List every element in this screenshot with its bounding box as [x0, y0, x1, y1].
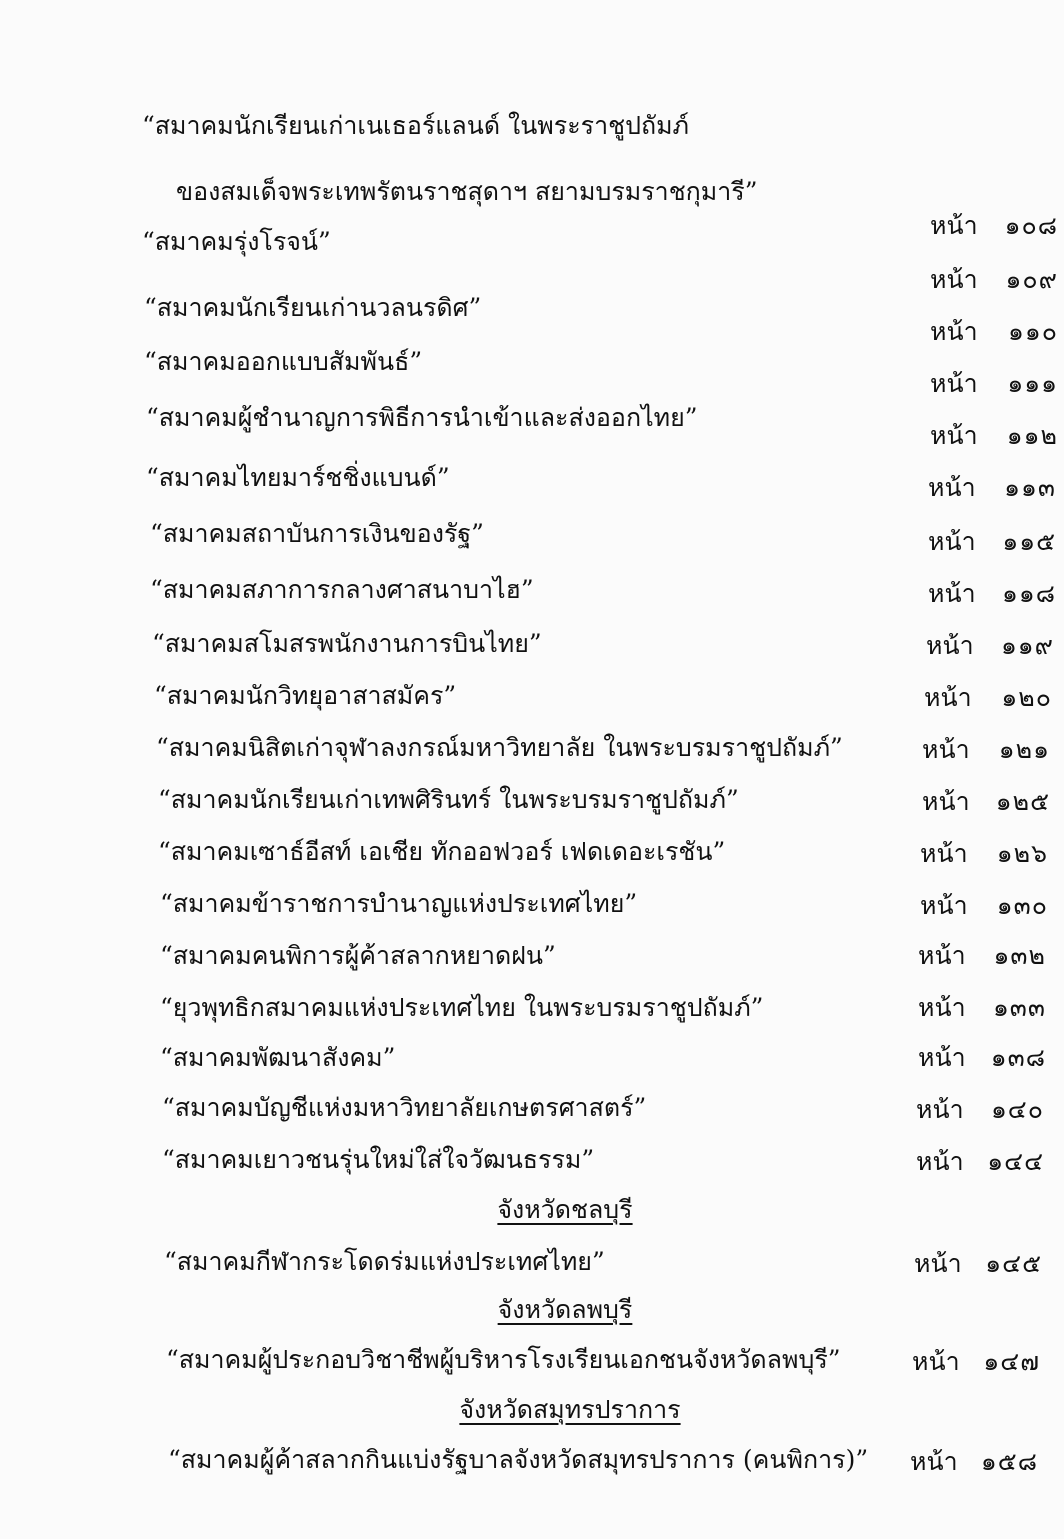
- province-heading-text: จังหวัดชลบุรี: [497, 1195, 633, 1224]
- page-number: ๑๑๒: [1006, 421, 1058, 450]
- entry-title: “สมาคมบัญชีแห่งมหาวิทยาลัยเกษตรศาสตร์”: [162, 1093, 647, 1122]
- entry-title: “สมาคมผู้ประกอบวิชาชีพผู้บริหารโรงเรียนเอกชนจังหวัดลพบุรี”: [166, 1345, 841, 1374]
- page-number: ๑๑๓: [1004, 473, 1056, 502]
- page-number: ๑๒๕: [995, 787, 1050, 816]
- entry-title: ของสมเด็จพระเทพรัตนราชสุดาฯ สยามบรมราชกุมารี”: [176, 177, 758, 206]
- toc-entry-title: [150, 512, 484, 556]
- page-number: ๑๔๕: [985, 1249, 1042, 1278]
- page-reference: [928, 520, 1056, 564]
- page-number: ๑๒๑: [998, 735, 1050, 764]
- page-reference: [930, 204, 1058, 248]
- toc-entry-title: [142, 220, 331, 264]
- page-label: หน้า: [922, 735, 970, 764]
- entry-title: “สมาคมนักเรียนเก่านวลนรดิศ”: [144, 293, 482, 322]
- page-reference: [918, 1036, 1046, 1080]
- page-label: หน้า: [928, 579, 976, 608]
- page-reference: [920, 832, 1048, 876]
- page-reference: [920, 884, 1048, 928]
- entry-title: “สมาคมสถาบันการเงินของรัฐ”: [150, 519, 484, 548]
- page-reference: [922, 780, 1050, 824]
- entry-title: “สมาคมกีฬากระโดดร่มแห่งประเทศไทย”: [164, 1247, 605, 1276]
- entry-title: “สมาคมข้าราชการบำนาญแห่งประเทศไทย”: [160, 889, 638, 918]
- province-heading: [460, 1188, 670, 1232]
- toc-entry-title: [156, 726, 843, 770]
- toc-entry-title: [162, 1086, 646, 1130]
- entry-title: “สมาคมนักเรียนเก่าเนเธอร์แลนด์ ในพระราชูปถัมภ์: [142, 111, 690, 140]
- page-label: หน้า: [924, 683, 972, 712]
- entry-title: “สมาคมนิสิตเก่าจุฬาลงกรณ์มหาวิทยาลัย ในพระบรมราชูปถัมภ์”: [156, 733, 843, 762]
- page-number: ๑๒๐: [1001, 683, 1052, 712]
- toc-entry-title: [144, 286, 481, 330]
- page-label: หน้า: [912, 1347, 960, 1376]
- page-number: ๑๐๘: [1004, 211, 1058, 240]
- province-heading-text: จังหวัดลพบุรี: [497, 1295, 633, 1324]
- entry-title: “สมาคมเซาธ์อีสท์ เอเชีย ทักออฟวอร์ เฟดเดอะเรชัน”: [158, 837, 726, 866]
- page-label: หน้า: [930, 369, 978, 398]
- page-label: หน้า: [914, 1249, 962, 1278]
- page-label: หน้า: [930, 265, 978, 294]
- toc-entry-title: [146, 396, 698, 440]
- page-label: หน้า: [918, 941, 966, 970]
- page-label: หน้า: [928, 527, 976, 556]
- page-number: ๑๑๙: [1000, 631, 1054, 660]
- page-label: หน้า: [930, 421, 978, 450]
- toc-entry-title: [144, 340, 422, 384]
- toc-entry-title: [160, 986, 763, 1030]
- entry-title: “สมาคมไทยมาร์ชชิ่งแบนด์”: [146, 463, 450, 492]
- page-number: ๑๑๕: [1002, 527, 1056, 556]
- page-reference: [930, 310, 1058, 354]
- page-reference: [922, 728, 1050, 772]
- entry-title: “สมาคมสโมสรพนักงานการบินไทย”: [152, 629, 542, 658]
- page-reference: [924, 676, 1052, 720]
- page-reference: [926, 624, 1054, 668]
- toc-entry-title: [160, 934, 556, 978]
- page-label: หน้า: [916, 1095, 964, 1124]
- page-label: หน้า: [918, 1043, 966, 1072]
- page-label: หน้า: [926, 631, 974, 660]
- toc-entry-title: [150, 568, 534, 612]
- toc-entry-title: [142, 104, 689, 148]
- page-number: ๑๔๐: [990, 1095, 1044, 1124]
- page-number: ๑๓๘: [990, 1043, 1046, 1072]
- page-reference: [914, 1242, 1042, 1286]
- entry-title: “สมาคมคนพิการผู้ค้าสลากหยาดฝน”: [160, 941, 556, 970]
- toc-entry-title: [146, 456, 450, 500]
- page-label: หน้า: [918, 993, 966, 1022]
- page-label: หน้า: [920, 891, 968, 920]
- page-number: ๑๓๐: [996, 891, 1048, 920]
- toc-entry-title: [154, 674, 456, 718]
- toc-entry-title: [168, 1438, 868, 1482]
- toc-entry-title: [160, 1036, 395, 1080]
- page-label: หน้า: [930, 211, 978, 240]
- entry-title: “สมาคมผู้ค้าสลากกินแบ่งรัฐบาลจังหวัดสมุทรปราการ (คนพิการ)”: [168, 1445, 869, 1474]
- entry-title: “สมาคมออกแบบสัมพันธ์”: [144, 347, 423, 376]
- toc-entry-title: [166, 1338, 841, 1382]
- page-label: หน้า: [910, 1447, 958, 1476]
- page-number: ๑๑๑: [1007, 369, 1058, 398]
- toc-entry-title: [158, 830, 725, 874]
- page-reference: [916, 1088, 1044, 1132]
- page-reference: [918, 934, 1046, 978]
- page-number: ๑๔๗: [983, 1347, 1040, 1376]
- page-number: ๑๕๘: [980, 1447, 1038, 1476]
- entry-title: “สมาคมรุ่งโรจน์”: [142, 227, 331, 256]
- page-reference: [930, 258, 1058, 302]
- page-number: ๑๓๒: [993, 941, 1046, 970]
- entry-title: “ยุวพุทธิกสมาคมแห่งประเทศไทย ในพระบรมราชูปถัมภ์”: [160, 993, 764, 1022]
- page-reference: [916, 1140, 1044, 1184]
- page-reference: [930, 362, 1058, 406]
- entry-title: “สมาคมพัฒนาสังคม”: [160, 1043, 396, 1072]
- province-heading-text: จังหวัดสมุทรปราการ: [459, 1395, 681, 1424]
- page-label: หน้า: [930, 317, 978, 346]
- page-number: ๑๑๘: [1001, 579, 1056, 608]
- toc-entry-title: [160, 882, 637, 926]
- toc-entry-title: [162, 1138, 594, 1182]
- page-number: ๑๔๔: [987, 1147, 1044, 1176]
- page-number: ๑๐๙: [1005, 265, 1058, 294]
- page-number: ๑๓๓: [992, 993, 1046, 1022]
- page-number: ๑๑๐: [1008, 317, 1058, 346]
- page-label: หน้า: [928, 473, 976, 502]
- toc-entry-title: [152, 622, 542, 666]
- entry-title: “สมาคมเยาวชนรุ่นใหม่ใส่ใจวัฒนธรรม”: [162, 1145, 595, 1174]
- page-reference: [930, 414, 1058, 458]
- entry-title: “สมาคมผู้ชำนาญการพิธีการนำเข้าและส่งออกไทย”: [146, 403, 698, 432]
- toc-entry-title: [176, 170, 758, 214]
- page-label: หน้า: [922, 787, 970, 816]
- page-reference: [928, 466, 1056, 510]
- province-heading: [430, 1388, 710, 1432]
- entry-title: “สมาคมนักเรียนเก่าเทพศิรินทร์ ในพระบรมราชูปถัมภ์”: [158, 785, 739, 814]
- page-reference: [928, 572, 1056, 616]
- page-reference: [912, 1340, 1040, 1384]
- page-label: หน้า: [916, 1147, 964, 1176]
- entry-title: “สมาคมสภาการกลางศาสนาบาไฮ”: [150, 575, 534, 604]
- page-number: ๑๒๖: [996, 839, 1048, 868]
- toc-entry-title: [164, 1240, 605, 1284]
- toc-entry-title: [158, 778, 739, 822]
- province-heading: [460, 1288, 670, 1332]
- entry-title: “สมาคมนักวิทยุอาสาสมัคร”: [154, 681, 457, 710]
- page-reference: [918, 986, 1046, 1030]
- page-label: หน้า: [920, 839, 968, 868]
- page-reference: [910, 1440, 1038, 1484]
